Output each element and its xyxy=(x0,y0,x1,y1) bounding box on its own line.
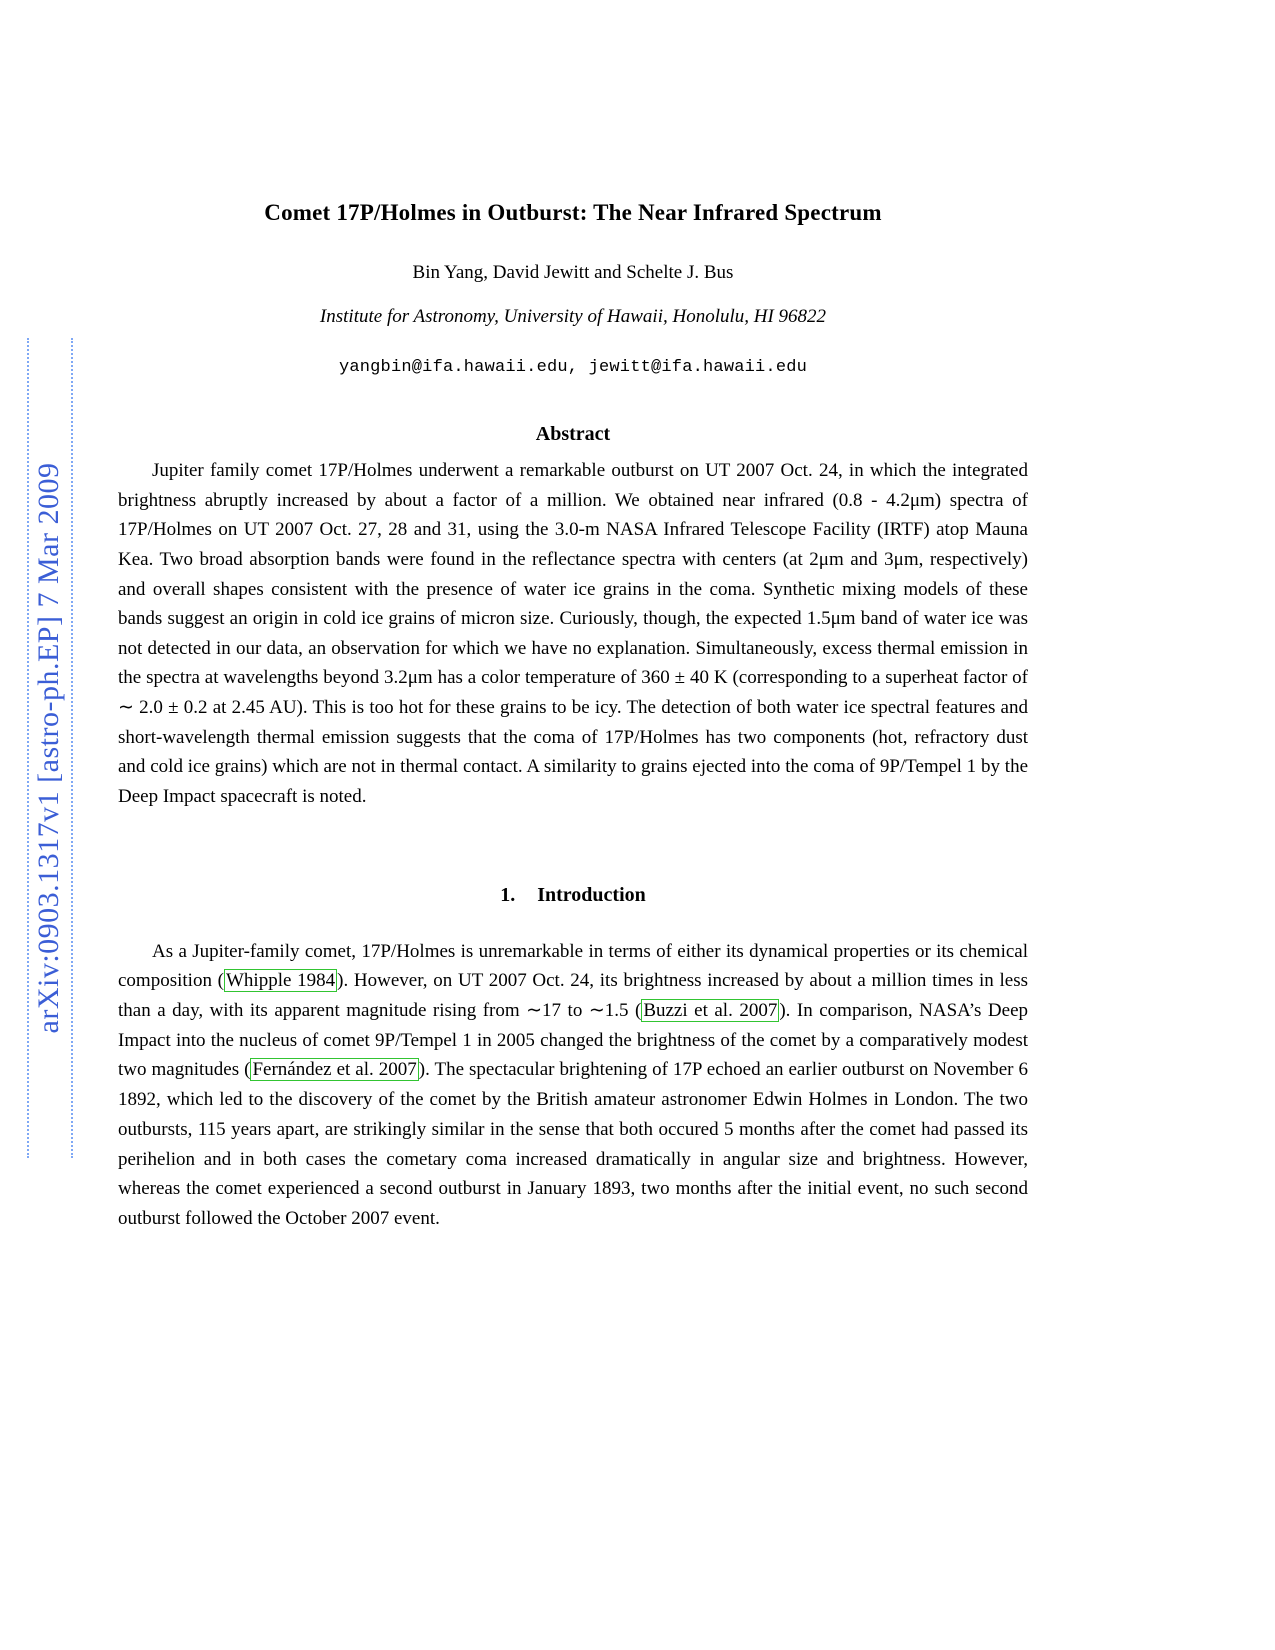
affiliation: Institute for Astronomy, University of Hawaii, Honolulu, HI 96822 xyxy=(319,306,827,327)
page-title: Comet 17P/Holmes in Outburst: The Near Infrared Spectrum xyxy=(264,200,882,225)
paragraph-text-segment: ). The spectacular brightening of 17P echoed an earlier outburst on November 6 1892, which led to the discovery of the comet by the British amateur astronomer Edwin Holmes in London. The two outbursts, 115 years apart, are strikingly similar in the sense that both occured 5 months after the comet had passed its perihelion and in both cases the cometary coma increased dramatically in angular size and brightness. However, whereas the comet experienced a second outburst in January 1893, two months after the initial event, no such second outburst followed the October 2007 event. xyxy=(118,1059,1028,1230)
arxiv-identifier-stamp: arXiv:0903.1317v1 [astro-ph.EP] 7 Mar 2009 xyxy=(27,338,73,1158)
section-title: Introduction xyxy=(537,883,646,906)
author-list: Bin Yang, David Jewitt and Schelte J. Bus xyxy=(412,262,734,283)
paragraph-text-segment: ). In comparison, NASA’s Deep Impact into the nucleus of comet 9P/Tempel 1 in 2005 changed the brightness of the comet by a comparatively modest two magnitudes ( xyxy=(118,999,1029,1081)
paper-content xyxy=(118,200,1028,1234)
paragraph-text-segment: ). However, on UT 2007 Oct. 24, its brightness increased by about a million times in less than a day, with its apparent magnitude rising from ∼17 to ∼1.5 ( xyxy=(118,970,1028,1021)
abstract-text: Jupiter family comet 17P/Holmes underwent a remarkable outburst on UT 2007 Oct. 24, in which the integrated brightness abruptly increased by about a factor of a million. We obtained near infrared (0.8 - 4.2μm) spectra of 17P/Holmes on UT 2007 Oct. 27, 28 and 31, using the 3.0-m NASA Infrared Telescope Facility (IRTF) atop Mauna Kea. Two broad absorption bands were found in the reflectance spectra with centers (at 2μm and 3μm, respectively) and overall shapes consistent with the presence of water ice grains in the coma. Synthetic mixing models of these bands suggest an origin in cold ice grains of micron size. Curiously, though, the expected 1.5μm band of water ice was not detected in our data, an observation for which we have no explanation. Simultaneously, excess thermal emission in the spectra at wavelengths beyond 3.2μm has a color temperature of 360 ± 40 K (corresponding to a superheat factor of ∼ 2.0 ± 0.2 at 2.45 AU). This is too hot for these grains to be icy. The detection of both water ice spectral features and short-wavelength thermal emission suggests that the coma of 17P/Holmes has two components (hot, refractory dust and cold ice grains) which are not in thermal contact. A similarity to grains ejected into the coma of 9P/Tempel 1 by the Deep Impact spacecraft is noted. xyxy=(118,460,1028,807)
citation-link-whipple-1984[interactable]: Whipple 1984 xyxy=(226,970,336,992)
citation-link-buzzi-2007[interactable]: Buzzi et al. 2007 xyxy=(643,999,778,1021)
section-number: 1. xyxy=(500,883,516,906)
author-emails: yangbin@ifa.hawaii.edu, jewitt@ifa.hawaii.edu xyxy=(338,358,808,377)
citation-link-fernandez-2007[interactable]: Fernández et al. 2007 xyxy=(252,1059,417,1081)
introduction-paragraph-1 xyxy=(118,937,1028,1234)
abstract-heading: Abstract xyxy=(535,423,611,445)
section-heading-introduction xyxy=(118,884,1028,907)
paragraph-text-segment: As a Jupiter-family comet, 17P/Holmes is unremarkable in terms of either its dynamical properties or its chemical composition ( xyxy=(118,940,1028,992)
